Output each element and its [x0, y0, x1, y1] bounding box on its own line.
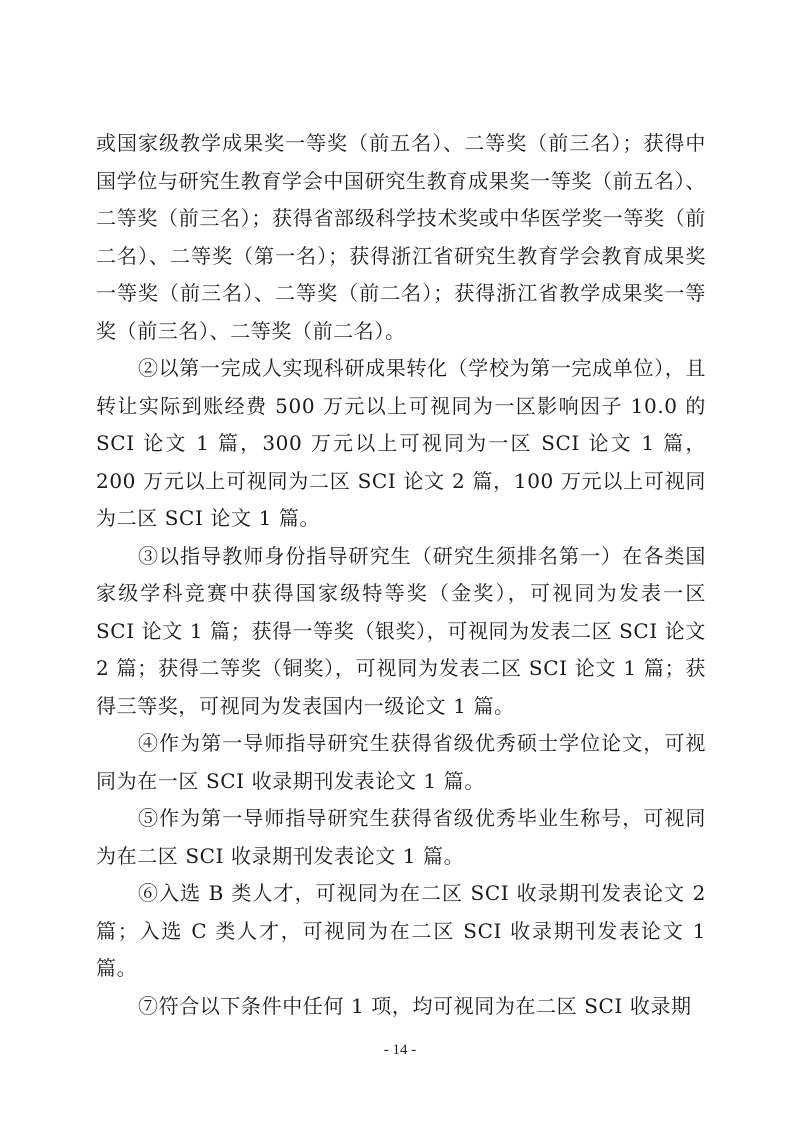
paragraph-item-7: ⑦符合以下条件中任何 1 项，均可视同为在二区 SCI 收录期: [138, 993, 692, 1018]
page-number: - 14 -: [383, 1042, 417, 1058]
paragraph-item-4: ④作为第一导师指导研究生获得省级优秀硕士学位论文，可视同为在一区 SCI 收录期刊发表论文 1 篇。: [96, 731, 706, 793]
document-body: [96, 125, 706, 1025]
paragraph-item-6: ⑥入选 B 类人才，可视同为在二区 SCI 收录期刊发表论文 2 篇；入选 C 类人才，可视同为在二区 SCI 收录期刊发表论文 1 篇。: [96, 881, 706, 980]
paragraph-item-3: ③以指导教师身份指导研究生（研究生须排名第一）在各类国家级学科竞赛中获得国家级特等奖（金奖），可视同为发表一区 SCI 论文 1 篇；获得一等奖（银奖），可视同为发表二区 SCI 论文 2 篇；获得二等奖（铜奖），可视同为发表二区 SCI 论文 1 篇；获得三等奖，可视同为发表国内一级论文 1 篇。: [96, 543, 706, 718]
paragraph-item-5: ⑤作为第一导师指导研究生获得省级优秀毕业生称号，可视同为在二区 SCI 收录期刊发表论文 1 篇。: [96, 806, 706, 868]
paragraph-item-2: ②以第一完成人实现科研成果转化（学校为第一完成单位），且转让实际到账经费 500 万元以上可视同为一区影响因子 10.0 的 SCI 论文 1 篇，300 万元以上可视同为一区 SCI 论文 1 篇，200 万元以上可视同为二区 SCI 论文 2 篇，100 万元以上可视同为二区 SCI 论文 1 篇。: [96, 356, 706, 530]
paragraph-continuation: 或国家级教学成果奖一等奖（前五名）、二等奖（前三名）；获得中国学位与研究生教育学会中国研究生教育成果奖一等奖（前五名）、二等奖（前三名）；获得省部级科学技术奖或中华医学奖一等奖（前二名）、二等奖（第一名）；获得浙江省研究生教育学会教育成果奖一等奖（前三名）、二等奖（前二名）；获得浙江省教学成果奖一等奖（前三名）、二等奖（前二名）。: [96, 131, 706, 343]
